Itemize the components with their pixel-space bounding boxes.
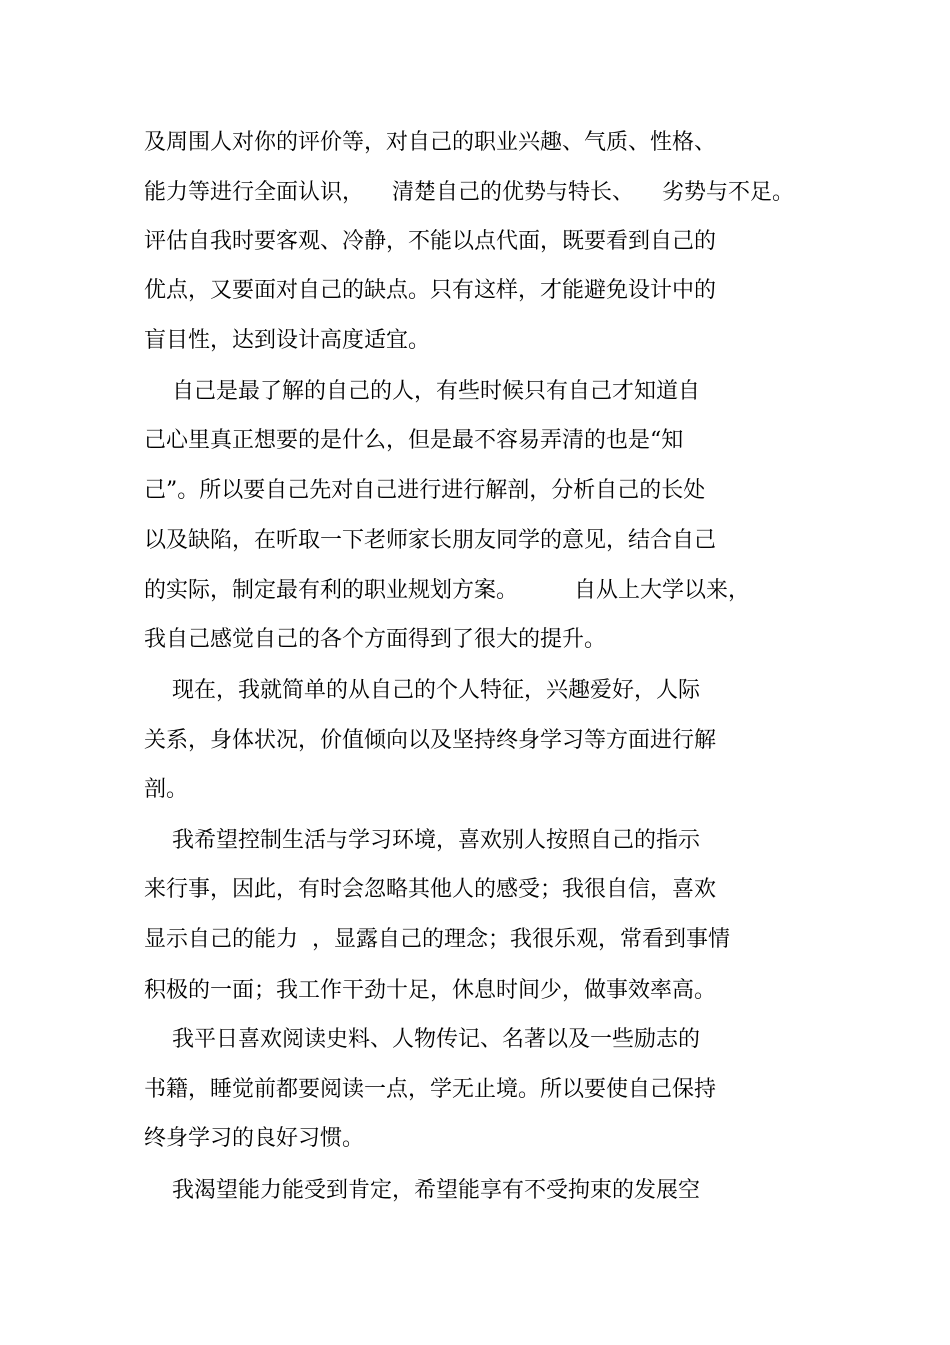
- text-line: 我渴望能力能受到肯定，希望能享有不受拘束的发展空: [144, 1178, 700, 1203]
- text-line: 积极的一面；我工作干劲十足，休息时间少，做事效率高。: [144, 978, 717, 1003]
- text-line: 以及缺陷，在听取一下老师家长朋友同学的意见，结合自己: [144, 528, 717, 553]
- text-line: 来行事，因此，有时会忽略其他人的感受；我很自信，喜欢: [144, 877, 717, 902]
- text-line: 优点，又要面对自己的缺点。只有这样，才能避免设计中的: [144, 278, 717, 303]
- text-line: 剖。: [144, 777, 189, 802]
- text-line: 的实际，制定最有利的职业规划方案。 自从上大学以来，: [144, 578, 750, 603]
- text-line: 己心里真正想要的是什么，但是最不容易弄清的也是“知: [144, 428, 684, 453]
- text-line: 及周围人对你的评价等，对自己的职业兴趣、气质、性格、: [144, 130, 717, 155]
- text-line: 盲目性，达到设计高度适宜。: [144, 328, 431, 353]
- text-line: 我平日喜欢阅读史料、人物传记、名著以及一些励志的: [144, 1027, 700, 1052]
- text-line: 能力等进行全面认识， 清楚自己的优势与特长、 劣势与不足。: [144, 180, 794, 205]
- text-line: 我自己感觉自己的各个方面得到了很大的提升。: [144, 627, 607, 652]
- text-line: 现在，我就简单的从自己的个人特征，兴趣爱好，人际: [144, 678, 700, 703]
- text-line: 关系，身体状况，价值倾向以及坚持终身学习等方面进行解: [144, 728, 717, 753]
- text-line: 终身学习的良好习惯。: [144, 1126, 365, 1151]
- text-line: 书籍，睡觉前都要阅读一点，学无止境。所以要使自己保持: [144, 1077, 717, 1102]
- text-line: 我希望控制生活与学习环境，喜欢别人按照自己的指示: [144, 828, 700, 853]
- text-line: 显示自己的能力 ，显露自己的理念；我很乐观，常看到事情: [144, 927, 730, 952]
- text-line: 己”。所以要自己先对自己进行进行解剖，分析自己的长处: [144, 478, 706, 503]
- text-line: 自己是最了解的自己的人，有些时候只有自己才知道自: [144, 379, 700, 404]
- text-line: 评估自我时要客观、冷静，不能以点代面，既要看到自己的: [144, 229, 717, 254]
